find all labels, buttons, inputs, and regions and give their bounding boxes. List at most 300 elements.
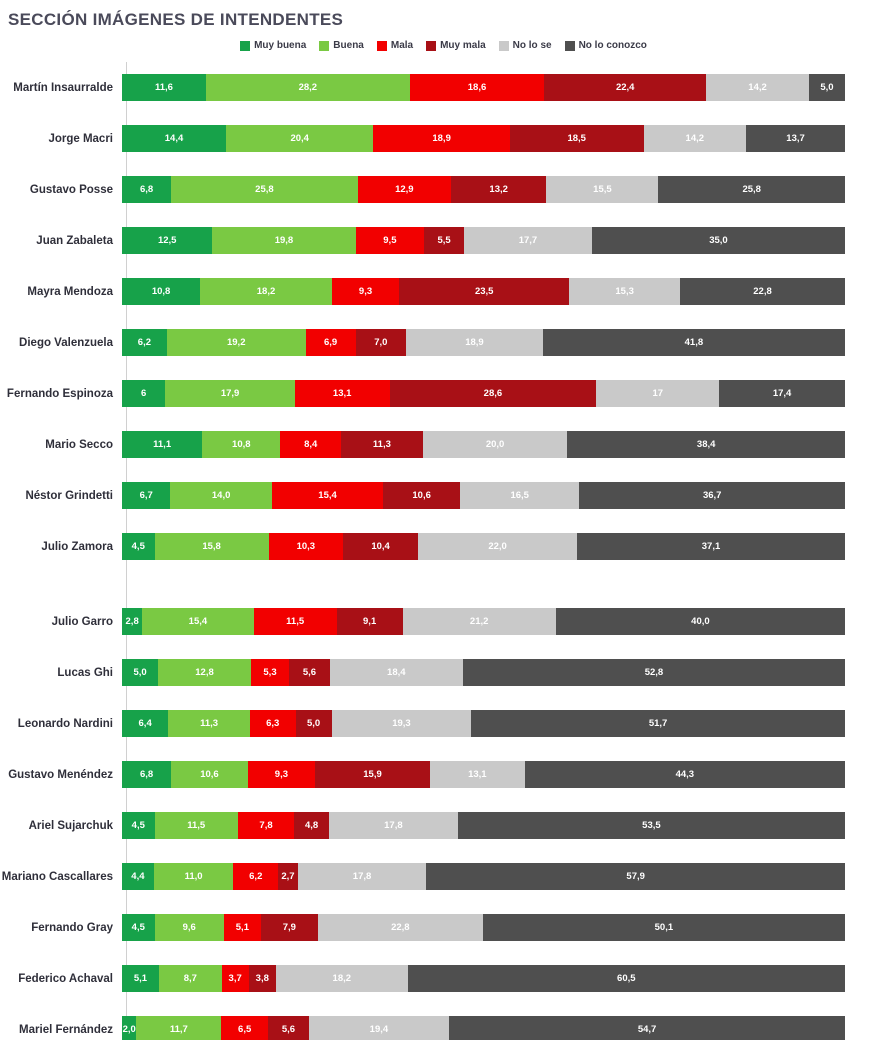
bar-segment-value: 23,5 <box>474 286 494 297</box>
bar-segment-value: 9,5 <box>383 235 397 246</box>
bar-segment <box>318 914 483 941</box>
bar-segment-value: 50,1 <box>654 922 674 933</box>
bar-segment <box>596 380 719 407</box>
bar-segment <box>212 227 355 254</box>
bar-segment-value: 19,4 <box>369 1024 389 1035</box>
bar-segment <box>451 176 546 203</box>
bar-segment <box>399 278 569 305</box>
chart-row <box>0 902 887 953</box>
bar-segment <box>332 710 472 737</box>
bar-segment <box>332 278 399 305</box>
bar-segment-value: 51,7 <box>648 718 668 729</box>
bar-segment <box>546 176 658 203</box>
bar-segment-value: 4,5 <box>131 541 145 552</box>
bar-segment-value: 10,8 <box>232 439 251 450</box>
bar-segment-value: 10,6 <box>200 769 219 780</box>
bar-segment-value: 17 <box>652 388 664 399</box>
bar-segment-value: 52,8 <box>644 667 664 678</box>
bar-segment-value: 12,9 <box>395 184 414 195</box>
bar-segment <box>122 176 171 203</box>
bar-segment-value: 14,0 <box>211 490 231 501</box>
bar-segment-value: 9,6 <box>182 922 196 933</box>
bar-segment <box>233 863 278 890</box>
bar-segment-value: 53,5 <box>642 820 661 831</box>
legend-swatch-icon <box>565 41 575 51</box>
legend-label: Muy mala <box>440 40 486 51</box>
stacked-bar <box>122 914 845 941</box>
bar-segment-value: 7,9 <box>282 922 296 933</box>
bar-segment-value: 5,6 <box>302 667 317 678</box>
legend-label: Mala <box>390 40 414 51</box>
bar-segment-value: 35,0 <box>709 235 728 246</box>
bar-segment <box>680 278 845 305</box>
bar-segment <box>280 431 341 458</box>
bar-segment-value: 18,2 <box>332 973 352 984</box>
bar-segment-value: 10,4 <box>371 541 390 552</box>
bar-segment-value: 25,8 <box>742 184 761 195</box>
bar-segment <box>171 176 358 203</box>
bar-segment <box>306 329 356 356</box>
bar-segment-value: 11,5 <box>286 616 305 627</box>
bar-segment-value: 8,7 <box>183 973 197 984</box>
stacked-bar <box>122 482 845 509</box>
bar-segment <box>383 482 460 509</box>
bar-segment-value: 7,8 <box>259 820 273 831</box>
bar-segment-value: 28,2 <box>298 82 318 93</box>
bar-segment <box>238 812 294 839</box>
row-label: Ariel Sujarchuk <box>28 819 113 832</box>
row-label: Diego Valenzuela <box>19 336 113 349</box>
chart-row <box>0 164 887 215</box>
bar-segment-value: 11,5 <box>187 820 206 831</box>
row-label: Gustavo Menéndez <box>8 768 113 781</box>
bar-segment <box>251 659 289 686</box>
bar-segment <box>155 914 224 941</box>
bar-segment <box>460 482 579 509</box>
stacked-bar <box>122 608 845 635</box>
bar-segment-value: 15,9 <box>363 769 382 780</box>
bar-segment <box>122 608 142 635</box>
page-title: SECCIÓN IMÁGENES DE INTENDENTES <box>8 10 344 29</box>
bar-segment-value: 3,7 <box>228 973 242 984</box>
bar-segment-value: 8,4 <box>304 439 318 450</box>
stacked-bar <box>122 812 845 839</box>
bar-segment <box>122 863 154 890</box>
bar-segment-value: 11,1 <box>153 439 172 450</box>
bar-segment <box>159 965 222 992</box>
bar-segment-value: 41,8 <box>684 337 704 348</box>
stacked-bar <box>122 278 845 305</box>
bar-segment <box>206 74 410 101</box>
bar-segment <box>122 914 155 941</box>
legend-item <box>499 40 552 51</box>
bar-segment-value: 6,7 <box>139 490 153 501</box>
bar-segment <box>261 914 318 941</box>
bar-segment <box>408 965 845 992</box>
bar-segment-value: 9,3 <box>274 769 289 780</box>
stacked-bar <box>122 176 845 203</box>
row-label: Leonardo Nardini <box>17 717 113 730</box>
bar-segment <box>510 125 644 152</box>
bar-segment-value: 6,2 <box>249 871 263 882</box>
bar-segment-value: 13,2 <box>489 184 508 195</box>
bar-segment-value: 18,9 <box>432 133 451 144</box>
bar-segment-value: 2,7 <box>281 871 295 882</box>
bar-segment <box>226 125 373 152</box>
legend-item <box>240 40 306 51</box>
bar-segment <box>373 125 510 152</box>
bar-segment <box>449 1016 845 1040</box>
bar-segment <box>254 608 337 635</box>
bar-segment <box>272 482 383 509</box>
bar-segment-value: 5,3 <box>263 667 277 678</box>
bar-segment <box>200 278 332 305</box>
bar-segment-value: 18,4 <box>387 667 406 678</box>
bar-segment <box>358 176 451 203</box>
bar-segment-value: 6,2 <box>137 337 152 348</box>
bar-segment <box>294 812 329 839</box>
bar-segment-value: 20,4 <box>290 133 309 144</box>
bar-segment <box>122 431 202 458</box>
legend-item <box>565 40 647 51</box>
chart-row <box>0 521 887 572</box>
bar-segment <box>122 965 159 992</box>
bar-segment-value: 5,5 <box>437 235 451 246</box>
bar-segment-value: 6,8 <box>139 184 154 195</box>
bar-segment-value: 11,3 <box>372 439 391 450</box>
chart-legend <box>0 40 887 51</box>
bar-segment-value: 11,6 <box>154 82 173 93</box>
row-label: Fernando Espinoza <box>6 387 113 400</box>
bar-segment-value: 54,7 <box>637 1024 657 1035</box>
legend-swatch-icon <box>377 41 387 51</box>
bar-segment <box>250 710 296 737</box>
bar-segment <box>122 812 155 839</box>
chart-row <box>0 953 887 1004</box>
bar-segment <box>329 812 458 839</box>
bar-segment-value: 17,4 <box>772 388 792 399</box>
bar-segment-value: 12,8 <box>195 667 214 678</box>
bar-segment <box>356 227 425 254</box>
chart-row <box>0 698 887 749</box>
bar-segment-value: 4,5 <box>131 820 145 831</box>
bar-segment-value: 14,4 <box>164 133 184 144</box>
chart-row <box>0 419 887 470</box>
bar-segment <box>268 1016 309 1040</box>
bar-segment <box>418 533 577 560</box>
bar-segment <box>424 227 464 254</box>
bar-segment <box>464 227 592 254</box>
bar-segment <box>330 659 463 686</box>
stacked-bar <box>122 227 845 254</box>
chart-row <box>0 1004 887 1040</box>
bar-segment <box>122 74 206 101</box>
bar-segment <box>343 533 418 560</box>
bar-segment-value: 12,5 <box>157 235 177 246</box>
bar-segment <box>341 431 423 458</box>
bar-segment <box>168 710 250 737</box>
bar-segment-value: 18,5 <box>567 133 586 144</box>
bar-segment-value: 6,5 <box>238 1024 252 1035</box>
chart-row <box>0 113 887 164</box>
bar-segment-value: 36,7 <box>702 490 722 501</box>
bar-segment <box>809 74 845 101</box>
stacked-bar <box>122 125 845 152</box>
bar-segment-value: 11,7 <box>169 1024 188 1035</box>
bar-segment <box>579 482 845 509</box>
bar-segment-value: 6,3 <box>266 718 280 729</box>
bar-segment <box>122 533 155 560</box>
stacked-bar <box>122 1016 845 1040</box>
chart-row <box>0 266 887 317</box>
bar-segment-value: 5,0 <box>306 718 321 729</box>
legend-swatch-icon <box>240 41 250 51</box>
bar-segment-value: 21,2 <box>469 616 489 627</box>
chart-row <box>0 749 887 800</box>
bar-segment <box>122 482 170 509</box>
bar-segment-value: 15,8 <box>202 541 221 552</box>
bar-segment-value: 15,5 <box>593 184 612 195</box>
stacked-bar <box>122 965 845 992</box>
legend-item <box>377 40 413 51</box>
legend-label: No lo se <box>512 40 552 51</box>
bar-segment <box>122 329 167 356</box>
bar-segment <box>122 659 158 686</box>
chart-row <box>0 647 887 698</box>
bar-segment-value: 7,0 <box>374 337 388 348</box>
bar-segment-value: 17,8 <box>352 871 372 882</box>
bar-segment-value: 17,7 <box>518 235 538 246</box>
legend-swatch-icon <box>426 41 436 51</box>
bar-segment <box>154 863 234 890</box>
bar-segment <box>122 278 200 305</box>
bar-segment-value: 6,9 <box>323 337 338 348</box>
bar-segment-value: 22,8 <box>753 286 772 297</box>
bar-segment-value: 10,6 <box>412 490 431 501</box>
bar-segment-value: 60,5 <box>617 973 636 984</box>
bar-segment-value: 5,1 <box>133 973 148 984</box>
bar-segment-value: 22,8 <box>391 922 410 933</box>
bar-segment <box>356 329 407 356</box>
chart-row <box>0 470 887 521</box>
bar-segment <box>289 659 330 686</box>
bar-segment-value: 5,0 <box>820 82 834 93</box>
bar-segment-value: 17,9 <box>220 388 240 399</box>
bar-segment-value: 17,8 <box>384 820 403 831</box>
bar-segment-value: 9,1 <box>363 616 377 627</box>
stacked-bar <box>122 533 845 560</box>
bar-segment-value: 25,8 <box>255 184 274 195</box>
bar-segment <box>556 608 845 635</box>
bar-segment-value: 10,3 <box>296 541 316 552</box>
legend-label: No lo conozco <box>578 40 647 51</box>
bar-segment <box>426 863 845 890</box>
bar-segment <box>746 125 845 152</box>
bar-segment <box>471 710 845 737</box>
legend-item <box>426 40 486 51</box>
bar-segment-value: 6,8 <box>139 769 154 780</box>
stacked-bar <box>122 380 845 407</box>
bar-segment <box>142 608 253 635</box>
bar-segment-value: 37,1 <box>701 541 721 552</box>
bar-segment-value: 5,6 <box>281 1024 296 1035</box>
row-label: Mayra Mendoza <box>27 285 113 298</box>
bar-segment <box>658 176 845 203</box>
bar-segment <box>719 380 845 407</box>
bar-segment <box>406 329 543 356</box>
bar-segment-value: 22,4 <box>615 82 635 93</box>
row-label: Martín Insaurralde <box>13 81 113 94</box>
bar-segment-value: 18,2 <box>256 286 276 297</box>
bar-segment-value: 38,4 <box>696 439 716 450</box>
bar-segment <box>525 761 845 788</box>
bar-segment <box>224 914 261 941</box>
bar-segment <box>458 812 845 839</box>
bar-segment <box>171 761 248 788</box>
row-label: Lucas Ghi <box>57 666 113 679</box>
bar-segment <box>165 380 294 407</box>
bar-segment-value: 4,4 <box>131 871 145 882</box>
bar-segment <box>269 533 343 560</box>
chart-row <box>0 317 887 368</box>
bar-segment <box>543 329 845 356</box>
chart-row <box>0 368 887 419</box>
chart-row <box>0 596 887 647</box>
bar-segment-value: 16,5 <box>510 490 529 501</box>
bar-segment-value: 11,0 <box>184 871 203 882</box>
bar-segment <box>315 761 430 788</box>
row-label: Mariano Cascallares <box>1 870 113 883</box>
bar-segment-value: 15,4 <box>188 616 208 627</box>
bar-segment <box>544 74 706 101</box>
bar-segment <box>278 863 298 890</box>
bar-segment <box>309 1016 449 1040</box>
bar-segment-value: 4,5 <box>131 922 145 933</box>
bar-segment <box>390 380 597 407</box>
bar-segment-value: 15,3 <box>615 286 634 297</box>
bar-segment <box>567 431 845 458</box>
row-label: Mario Secco <box>45 438 113 451</box>
row-label: Fernando Gray <box>31 921 113 934</box>
bar-segment <box>337 608 403 635</box>
row-label: Julio Garro <box>51 615 113 628</box>
bar-segment <box>170 482 271 509</box>
stacked-bar <box>122 74 845 101</box>
legend-label: Muy buena <box>254 40 307 51</box>
bar-segment <box>158 659 251 686</box>
row-label: Mariel Fernández <box>19 1023 113 1036</box>
bar-segment-value: 44,3 <box>675 769 695 780</box>
bar-segment-value: 28,6 <box>483 388 503 399</box>
bar-segment <box>122 761 171 788</box>
stacked-bar <box>122 659 845 686</box>
bar-segment-value: 4,8 <box>305 820 319 831</box>
stacked-bar <box>122 431 845 458</box>
bar-segment-value: 5,0 <box>133 667 147 678</box>
bar-segment <box>483 914 845 941</box>
bar-segment-value: 3,8 <box>255 973 269 984</box>
bar-segment <box>577 533 845 560</box>
bar-segment-value: 15,4 <box>318 490 337 501</box>
chart-row <box>0 62 887 113</box>
bar-segment-value: 13,1 <box>468 769 487 780</box>
bar-segment <box>222 965 249 992</box>
chart-row <box>0 215 887 266</box>
bar-segment <box>403 608 556 635</box>
bar-segment-value: 22,0 <box>488 541 507 552</box>
bar-segment-value: 10,8 <box>151 286 171 297</box>
stacked-bar <box>122 710 845 737</box>
row-label: Néstor Grindetti <box>25 489 113 502</box>
stacked-bar-chart <box>0 62 887 1040</box>
bar-segment <box>569 278 680 305</box>
bar-segment <box>706 74 809 101</box>
bar-segment-value: 13,1 <box>332 388 352 399</box>
bar-segment <box>122 1016 136 1040</box>
bar-segment-value: 2,8 <box>125 616 139 627</box>
bar-segment <box>423 431 568 458</box>
bar-segment <box>136 1016 221 1040</box>
row-label: Federico Achaval <box>18 972 113 985</box>
stacked-bar <box>122 761 845 788</box>
bar-segment-value: 19,3 <box>392 718 411 729</box>
bar-segment <box>122 227 212 254</box>
row-label: Jorge Macri <box>48 132 113 145</box>
bar-segment-value: 19,2 <box>226 337 246 348</box>
bar-segment <box>221 1016 268 1040</box>
row-label: Gustavo Posse <box>29 183 113 196</box>
bar-segment <box>122 380 165 407</box>
bar-segment-value: 57,9 <box>626 871 645 882</box>
bar-segment <box>298 863 427 890</box>
bar-segment <box>122 710 168 737</box>
bar-segment <box>202 431 280 458</box>
stacked-bar <box>122 863 845 890</box>
bar-segment-value: 18,9 <box>465 337 484 348</box>
bar-segment-value: 14,2 <box>685 133 705 144</box>
legend-swatch-icon <box>319 41 329 51</box>
bar-segment-value: 19,8 <box>274 235 294 246</box>
legend-item <box>319 40 364 51</box>
bar-segment <box>463 659 845 686</box>
bar-segment <box>155 812 238 839</box>
bar-segment-value: 14,2 <box>748 82 767 93</box>
bar-segment <box>249 965 276 992</box>
bar-segment-value: 6 <box>141 388 147 399</box>
bar-segment-value: 6,4 <box>138 718 152 729</box>
bar-segment <box>644 125 747 152</box>
bar-segment <box>592 227 845 254</box>
bar-segment-value: 20,0 <box>485 439 505 450</box>
bar-segment-value: 13,7 <box>786 133 805 144</box>
bar-segment-value: 5,1 <box>235 922 249 933</box>
bar-segment-value: 9,3 <box>358 286 373 297</box>
chart-row <box>0 851 887 902</box>
bar-segment-value: 18,6 <box>467 82 487 93</box>
bar-segment <box>248 761 315 788</box>
row-label: Julio Zamora <box>41 540 113 553</box>
bar-segment <box>296 710 332 737</box>
bar-segment <box>122 125 226 152</box>
bar-segment <box>155 533 269 560</box>
legend-label: Buena <box>333 40 364 51</box>
bar-segment-value: 2,0 <box>122 1024 136 1035</box>
bar-segment <box>276 965 408 992</box>
legend-swatch-icon <box>499 41 509 51</box>
bar-segment <box>410 74 544 101</box>
row-label: Juan Zabaleta <box>36 234 113 247</box>
bar-segment-value: 40,0 <box>691 616 710 627</box>
